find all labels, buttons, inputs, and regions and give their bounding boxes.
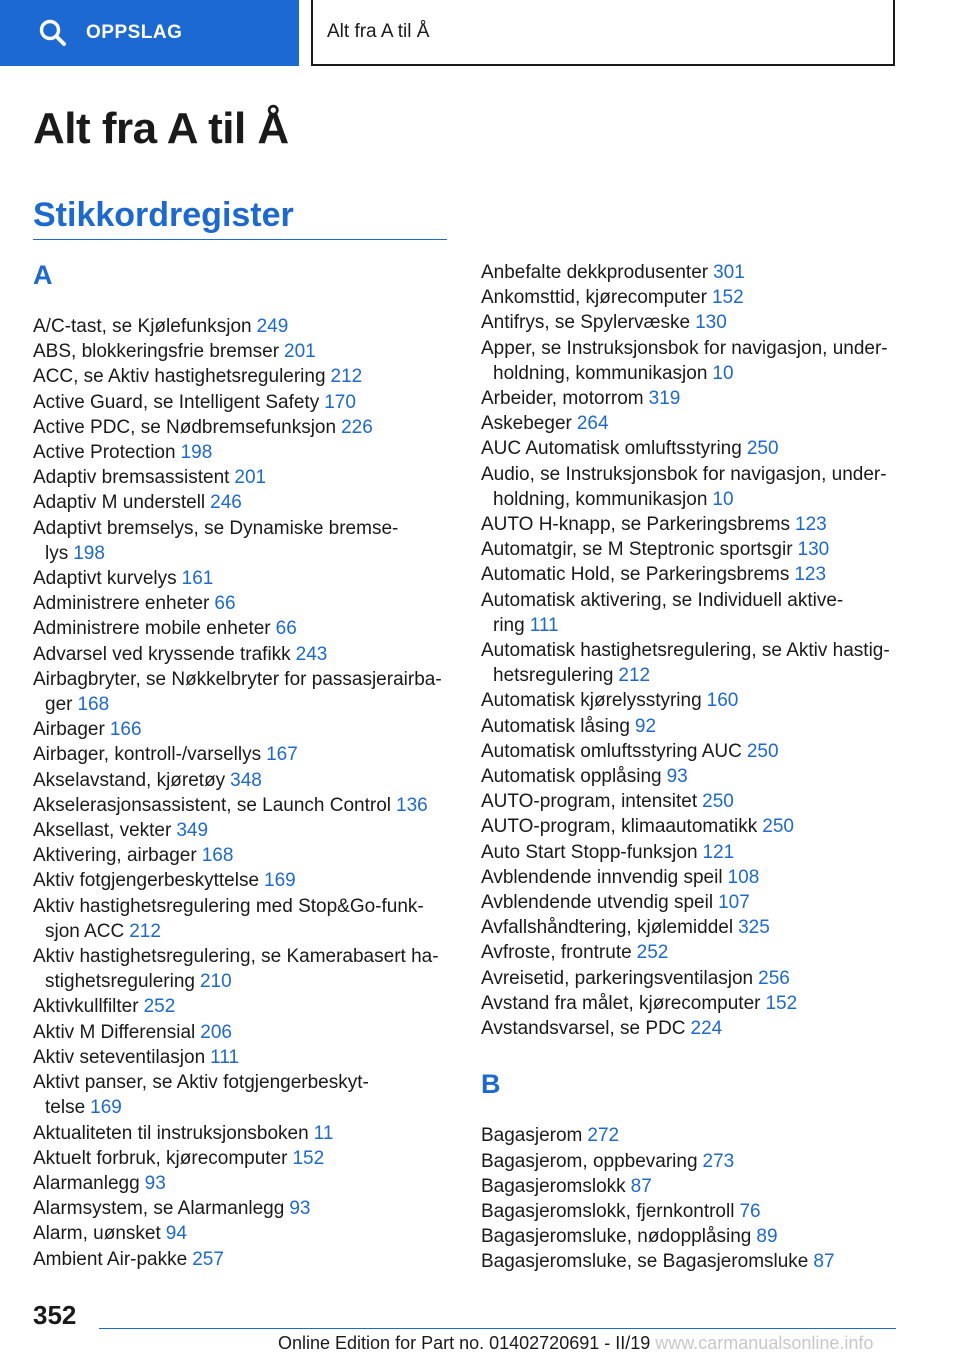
index-entry [33,843,453,868]
lookup-button[interactable] [0,0,299,66]
index-entry-text: Alarmsystem, se Alarmanlegg [33,1198,285,1220]
index-entry-text: Aktivt panser, se Aktiv fotgjengerbeskyt- [33,1072,369,1094]
index-page-link[interactable]: 76 [739,1200,761,1222]
index-entry-continuation [481,663,901,688]
index-entry-continuation [481,361,901,386]
index-entry [33,1247,453,1272]
footer-divider [99,1328,896,1329]
index-entry-text: Alarm, uønsket [33,1223,161,1245]
index-page-link[interactable]: 301 [713,262,745,283]
index-entry [481,789,901,814]
index-entry [481,1249,901,1274]
index-column-left [33,258,453,1272]
index-entry-text: Active Protection [33,442,176,464]
index-page-link[interactable]: 167 [266,744,298,766]
index-entry [33,516,453,566]
index-entry-text: ABS, blokkeringsfrie bremser [33,341,280,363]
index-page-link[interactable]: 93 [144,1172,166,1194]
index-entry-text: Antifrys, se Spylervæske [481,312,691,334]
index-entry-text: Auto Start Stopp-funksjon [481,841,698,863]
index-entry-text: A/C-tast, se Kjølefunksjon [33,316,252,337]
index-entry [33,415,453,440]
index-entry [481,537,901,562]
index-page-link[interactable]: 111 [210,1046,240,1068]
index-entry [481,638,901,688]
index-entry-continuation-text: ring [493,614,525,636]
index-entry-text: Adaptiv M understell [33,492,206,514]
index-entry [33,314,453,339]
index-page-link[interactable]: 250 [746,740,779,762]
index-page-link[interactable]: 168 [201,845,234,867]
index-page-link[interactable]: 348 [230,769,262,791]
index-entry-text: Avreisetid, parkeringsventilasjon [481,967,754,989]
index-entry-text: Airbagbryter, se Nøkkelbryter for passasjerairba- [33,668,442,690]
index-entry-text: AUC Automatisk omluftsstyring [481,438,742,460]
index-entry [33,390,453,415]
index-entry-text: Automatisk hastighetsregulering, se Aktiv hastig- [481,640,890,662]
index-entry [481,991,901,1016]
index-entry-text: Automatisk låsing [481,715,630,737]
index-entry-text: Avblendende utvendig speil [481,892,714,914]
index-entry-text: Bagasjeromsluke, nødopplåsing [481,1226,752,1248]
index-entry-text: Avblendende innvendig speil [481,866,723,888]
index-entry-continuation-text: holdning, kommunikasjon [493,362,708,384]
index-page-link[interactable]: 130 [695,312,727,334]
index-letter-a: A [33,260,53,290]
index-column-right [481,260,901,1275]
index-entry [33,768,453,793]
index-entry [33,364,453,389]
index-entry-text: Aktiv seteventilasjon [33,1046,206,1068]
footer-site: www.carmanualsonline.info [655,1333,874,1353]
index-entry-text: Active Guard, se Intelligent Safety [33,391,320,413]
index-page-link[interactable]: 121 [702,841,735,863]
index-entry [481,714,901,739]
index-entry-text: Aktualiteten til instruksjonsboken [33,1122,309,1144]
index-entry [481,1016,901,1041]
lookup-label: OPPSLAG [86,22,183,43]
index-entry-text: Ankomsttid, kjørecomputer [481,287,707,309]
index-page-link[interactable]: 108 [727,866,760,888]
index-page-link[interactable]: 201 [284,341,316,363]
index-page-link[interactable]: 224 [690,1018,723,1040]
index-page-link[interactable]: 272 [587,1125,620,1147]
index-entry [481,966,901,991]
index-page-link[interactable]: 160 [706,690,739,712]
index-entry-text: Akselavstand, kjøretøy [33,769,226,791]
index-page-link[interactable]: 66 [275,618,297,640]
index-page-link[interactable]: 170 [324,391,356,413]
index-page-link[interactable]: 136 [396,794,428,816]
index-entry-continuation-text: ger [45,694,73,716]
index-entry [33,490,453,515]
index-entry [481,562,901,587]
index-letter-b: B [481,1069,501,1100]
index-entry-text: Automatgir, se M Steptronic sportsgir [481,539,793,561]
breadcrumb[interactable]: Alt fra A til Å [311,0,895,66]
index-entry-text: Bagasjerom, oppbevaring [481,1150,698,1172]
index-page-link[interactable]: 111 [529,614,559,636]
index-entry [481,1224,901,1249]
index-page-link[interactable]: 212 [129,920,161,942]
index-entry-text: ACC, se Aktiv hastighetsregulering [33,366,326,388]
index-entry [33,667,453,717]
index-entry [481,890,901,915]
index-entry-continuation-text: holdning, kommunikasjon [493,488,708,510]
index-entry [481,1199,901,1224]
index-entry-text: Automatic Hold, se Parkeringsbrems [481,564,790,586]
index-page-link[interactable]: 89 [756,1226,778,1248]
index-page-link[interactable]: 212 [330,366,363,388]
index-entry [481,688,901,713]
index-page-link[interactable]: 152 [292,1147,325,1169]
index-entry-continuation [481,487,901,512]
index-entry [481,260,901,285]
page-title: Alt fra A til Å [33,104,289,153]
index-page-link[interactable]: 198 [73,542,105,564]
index-entry [33,1045,453,1070]
index-page-link[interactable]: 94 [165,1223,187,1245]
index-entry [481,285,901,310]
index-page-link[interactable]: 349 [176,820,209,842]
section-divider [33,239,447,240]
index-entry [481,940,901,965]
index-entry [33,642,453,667]
index-entry [33,1121,453,1146]
index-entry-continuation-text: hetsregulering [493,665,614,687]
page-number: 352 [33,1300,77,1330]
index-entry [481,1149,901,1174]
index-entry [33,894,453,944]
index-page-link[interactable]: 256 [758,967,790,989]
index-entry-text: Adaptivt bremselys, se Dynamiske bremse- [33,517,399,539]
index-entry-text: Askebeger [481,413,572,435]
index-entry-text: Automatisk omluftsstyring AUC [481,740,742,762]
index-entry-text: Advarsel ved kryssende trafikk [33,643,291,665]
index-entry-continuation [33,1095,453,1120]
index-entry [33,591,453,616]
index-page-link[interactable]: 246 [210,492,242,514]
index-entry-text: Automatisk opplåsing [481,766,662,788]
index-entry [481,336,901,386]
index-page-link[interactable]: 169 [264,870,296,892]
index-page-link[interactable]: 250 [702,791,734,813]
index-entry-text: Aktivering, airbager [33,845,197,867]
index-page-link[interactable]: 107 [718,892,750,914]
index-entry [481,436,901,461]
index-entry [481,462,901,512]
index-entry [481,386,901,411]
index-entry [33,1070,453,1120]
index-entry [33,1020,453,1045]
index-entry [481,739,901,764]
index-entry-text: Aksellast, vekter [33,820,172,842]
index-entry-text: Avfallshåndtering, kjølemiddel [481,917,734,939]
index-entry-continuation [481,613,901,638]
index-page-link[interactable]: 249 [256,316,289,337]
index-entry [481,411,901,436]
index-page-link[interactable]: 123 [794,564,827,586]
index-entry [481,814,901,839]
index-page-link[interactable]: 264 [576,413,609,435]
index-entry [481,1174,901,1199]
index-entry [33,566,453,591]
index-entry-text: Avstand fra målet, kjørecomputer [481,992,761,1014]
index-page-link[interactable]: 206 [200,1021,232,1043]
index-entry-text: Audio, se Instruksjonsbok for navigasjon, under- [481,463,887,485]
section-title: Stikkordregister [33,196,294,234]
index-page-link[interactable]: 161 [181,568,214,590]
index-page-link[interactable]: 273 [702,1150,735,1172]
index-entry-continuation [33,919,453,944]
index-entry-continuation-text: stighetsregulering [45,971,195,993]
index-page-link[interactable]: 152 [765,992,798,1014]
index-entry [481,840,901,865]
index-page-link[interactable]: 169 [90,1097,122,1119]
index-page-link[interactable]: 243 [295,643,328,665]
index-entry-text: AUTO-program, intensitet [481,791,698,813]
index-page-link[interactable]: 198 [180,442,213,464]
index-page-link[interactable]: 130 [797,539,830,561]
index-entry [481,588,901,638]
index-entry-list [481,260,901,1041]
index-entry-text: Avstandsvarsel, se PDC [481,1018,686,1040]
index-entry-text: Aktivkullfilter [33,996,139,1018]
index-entry-text: Aktiv hastighetsregulering med Stop&Go-funk- [33,895,424,917]
index-entry-continuation-text: sjon ACC [45,920,125,942]
index-entry [33,868,453,893]
index-entry [481,512,901,537]
index-entry-continuation-text: telse [45,1097,86,1119]
index-page-link[interactable]: 166 [109,719,142,741]
index-entry-text: Automatisk aktivering, se Individuell aktive- [481,589,844,611]
index-page-link[interactable]: 250 [762,816,794,838]
index-entry-continuation [33,969,453,994]
index-page-link[interactable]: 10 [712,362,734,384]
index-entry-text: Ambient Air-pakke [33,1248,188,1270]
index-entry-text: Bagasjeromslokk [481,1175,626,1197]
index-entry-continuation [33,541,453,566]
index-page-link[interactable]: 212 [618,665,651,687]
index-entry [481,865,901,890]
index-entry-text: Adaptiv bremsassistent [33,467,230,489]
index-page-link[interactable]: 168 [77,694,110,716]
index-entry-text: Airbager, kontroll-/varsellys [33,744,262,766]
index-entry-text: Adaptivt kurvelys [33,568,177,590]
index-entry-text: Anbefalte dekkprodusenter [481,262,709,283]
index-entry [481,1123,901,1148]
index-page-link[interactable]: 93 [666,766,688,788]
index-entry [33,616,453,641]
index-entry-text: Bagasjeromsluke, se Bagasjeromsluke [481,1251,809,1273]
index-entry-text: Automatisk kjørelysstyring [481,690,702,712]
index-page-link[interactable]: 257 [192,1248,224,1270]
index-entry-text: Aktiv hastighetsregulering, se Kamerabasert ha- [33,946,439,968]
index-entry-list [33,314,453,1272]
footer-edition [278,1333,873,1354]
index-entry-text: Aktiv fotgjengerbeskyttelse [33,870,260,892]
index-page-link[interactable]: 93 [289,1198,311,1220]
index-page-link[interactable]: 226 [341,416,373,438]
index-entry [33,994,453,1019]
index-entry-text: Aktiv M Differensial [33,1021,196,1043]
index-entry-text: Administrere enheter [33,593,210,615]
index-entry [33,1171,453,1196]
index-page-link[interactable]: 325 [738,917,770,939]
index-entry [481,764,901,789]
index-page-link[interactable]: 92 [634,715,657,737]
index-page-link[interactable]: 10 [712,488,734,510]
index-page-link[interactable]: 252 [636,942,669,964]
index-entry [33,818,453,843]
index-entry-text: Avfroste, frontrute [481,942,632,964]
index-entry-text: Administrere mobile enheter [33,618,271,640]
index-entry-text: Active PDC, se Nødbremsefunksjon [33,416,337,438]
index-entry [33,717,453,742]
index-entry-text: Airbager [33,719,105,741]
index-entry [33,1196,453,1221]
index-page-link[interactable]: 87 [630,1175,652,1197]
index-entry-continuation [33,692,453,717]
index-page-link[interactable]: 201 [234,467,267,489]
index-entry-text: AUTO H-knapp, se Parkeringsbrems [481,514,791,536]
index-entry-text: Aktuelt forbruk, kjørecomputer [33,1147,288,1169]
index-page-link[interactable]: 152 [711,287,744,309]
index-entry-text: AUTO-program, klimaautomatikk [481,816,758,838]
index-page-link[interactable]: 250 [746,438,779,460]
index-entry-text: Bagasjeromslokk, fjernkontroll [481,1200,735,1222]
index-entry-text: Arbeider, motorrom [481,388,644,410]
index-entry [33,1221,453,1246]
footer-edition-text: Online Edition for Part no. 01402720691 - II/19 [278,1333,651,1353]
top-bar [0,0,960,66]
index-entry-text: Apper, se Instruksjonsbok for navigasjon, under- [481,337,888,359]
index-entry [481,915,901,940]
index-entry [33,465,453,490]
index-entry [33,339,453,364]
index-page-link[interactable]: 252 [143,996,176,1018]
index-entry-text: Alarmanlegg [33,1172,140,1194]
index-page-link[interactable]: 319 [648,388,681,410]
index-entry-continuation-text: lys [45,542,69,564]
index-entry [33,944,453,994]
index-entry [33,440,453,465]
index-page-link[interactable]: 11 [313,1122,334,1144]
index-entry-text: Akselerasjonsassistent, se Launch Control [33,794,392,816]
index-entry [33,793,453,818]
index-page-link[interactable]: 210 [199,971,232,993]
index-entry-list [481,1123,901,1274]
index-page-link[interactable]: 123 [795,514,827,536]
index-entry [33,1146,453,1171]
search-icon [38,18,68,48]
index-entry [481,310,901,335]
index-page-link[interactable]: 87 [813,1251,835,1273]
index-entry-text: Bagasjerom [481,1125,583,1147]
index-entry [33,742,453,767]
index-page-link[interactable]: 66 [214,593,236,615]
